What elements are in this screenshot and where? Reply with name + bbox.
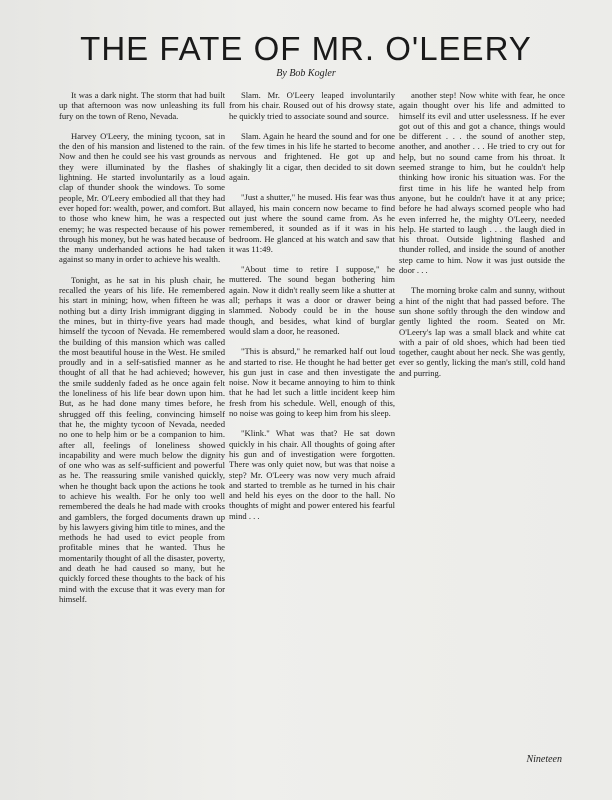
paragraph: "Klink." What was that? He sat down quickly in his chair. All thoughts of going after his gun and of investigation were forgotten. There was only quiet now, but was that noise a step? Mr. O'Leery was now very much afraid and started to tremble as he turned in his chair and held his eyes on the door to the hall. No thoughts of might and power entered his fearful mind . . .: [229, 428, 395, 521]
paragraph: Slam. Mr. O'Leery leaped involuntarily from his chair. Roused out of his drowsy state, he quickly tried to associate sound and source.: [229, 90, 395, 121]
paragraph: It was a dark night. The storm that had built up that afternoon was now unleashing its full fury on the town of Reno, Nevada.: [59, 90, 225, 121]
text-column-1: [59, 90, 225, 614]
text-column-2: [229, 90, 395, 614]
page-number: Nineteen: [526, 754, 562, 765]
article-byline: By Bob Kogler: [276, 68, 336, 79]
paragraph: "Just a shutter," he mused. His fear was thus allayed, his main concern now became to find out just where the sound came from. As he remembered, it sounded as if it was in his bedroom. He glanced at his watch and saw that it was 11:49.: [229, 192, 395, 254]
paragraph: another step! Now white with fear, he once again thought over his life and admitted to himself its evil and utter uselessness. If he ever got out of this and got a chance, things would be different . . . the sound of another step, another, and another . . . He tried to cry out for help, but no sound came from his throat. It seemed strange to him, but he couldn't help thinking how ironic his situation was. For the first time in his life he wanted help from anyone, but he couldn't have it at any price; before he had always scorned people who had even inferred he, the mighty O'Leery, needed help. He started to laugh . . . the laugh died in his throat. Outside lightning flashed and thunder rolled, and inside the sound of another step came to him. Now it was just outside the door . . .: [399, 90, 565, 276]
text-column-3: [399, 90, 565, 614]
paragraph: Slam. Again he heard the sound and for one of the few times in his life he started to become nervous and frightened. He got up and shakingly lit a cigar, then decided to sit down again.: [229, 130, 395, 183]
article-title: THE FATE OF MR. O'LEERY: [80, 30, 532, 67]
paragraph: "This is absurd," he remarked half out loud and started to rise. He thought he had better get his gun just in case and then investigate the noise. Now it became annoying to him to think that he had let such a little incident keep him fresh from his schedule. Well, enough of this, no noise was going to keep him from his sleep.: [229, 346, 395, 419]
article-body: [59, 90, 565, 604]
paragraph: Tonight, as he sat in his plush chair, he recalled the years of his life. He remembered his start in mining; how, when fifteen he was nothing but a dirty Irish immigrant digging in the mines, but in thirty-five years had made himself the tycoon of Nevada. He remembered the building of this mansion which was called the most beautiful house in the West. He smiled proudly and in a self-satisfied manner as he thought of all that he had achieved; however, the smile suddenly faded as he once again felt the loneliness of his life bear down upon him. But, as he had done many times before, he shrugged off this feeling, convincing himself that he, the mighty tycoon of Nevada, needed no one to help him or be a companion to him. after all, feelings of loneliness showed incapability and were much below the dignity of one who was as self-sufficient and powerful as he. The reassuring smile vanished quickly, when he thought back upon the actions he took to achieve his wealth. For he only too well remembered the deals he had made with crooks and gamblers, the forged documents drawn up by his lawyers giving him title to mines, and the methods he had used to evict people from profitable mines that he wanted. Thus he momentarily thought of all the disaster, poverty, and death he had caused so many, but he quickly forced these thoughts to the back of his mind with the excuse that it was every man for himself.: [59, 274, 225, 604]
paragraph: "About time to retire I suppose," he muttered. The sound began bothering him again. Now it didn't really seem like a shutter at all; perhaps it was a door or drawer being slammed. Nobody could be in the house though, and besides, what kind of burglar would slam a door, he reasoned.: [229, 264, 395, 336]
paragraph: Harvey O'Leery, the mining tycoon, sat in the den of his mansion and listened to the rain. Now and then he could see his vast grounds as they were illuminated by the flashes of lightning. He started involuntarily as a loud clap of thunder shook the windows. To some people, Mr. O'Leery embodied all that they had ever hoped for: wealth, power, and comfort. But to those who knew him, he was a respected enemy; he was respected because of his power through his money, but he was hated because of the many underhanded actions he had taken against so many in order to achieve his wealth.: [59, 130, 225, 265]
paragraph: The morning broke calm and sunny, without a hint of the night that had passed before. The sun shone softly through the den window and gently lighted the room. Seated on Mr. O'Leery's lap was a small black and white cat with a pair of old shoes, which had been tied together, caught about her neck. She was gently, ever so gently, licking the man's still, cold hand and purring.: [399, 285, 565, 378]
